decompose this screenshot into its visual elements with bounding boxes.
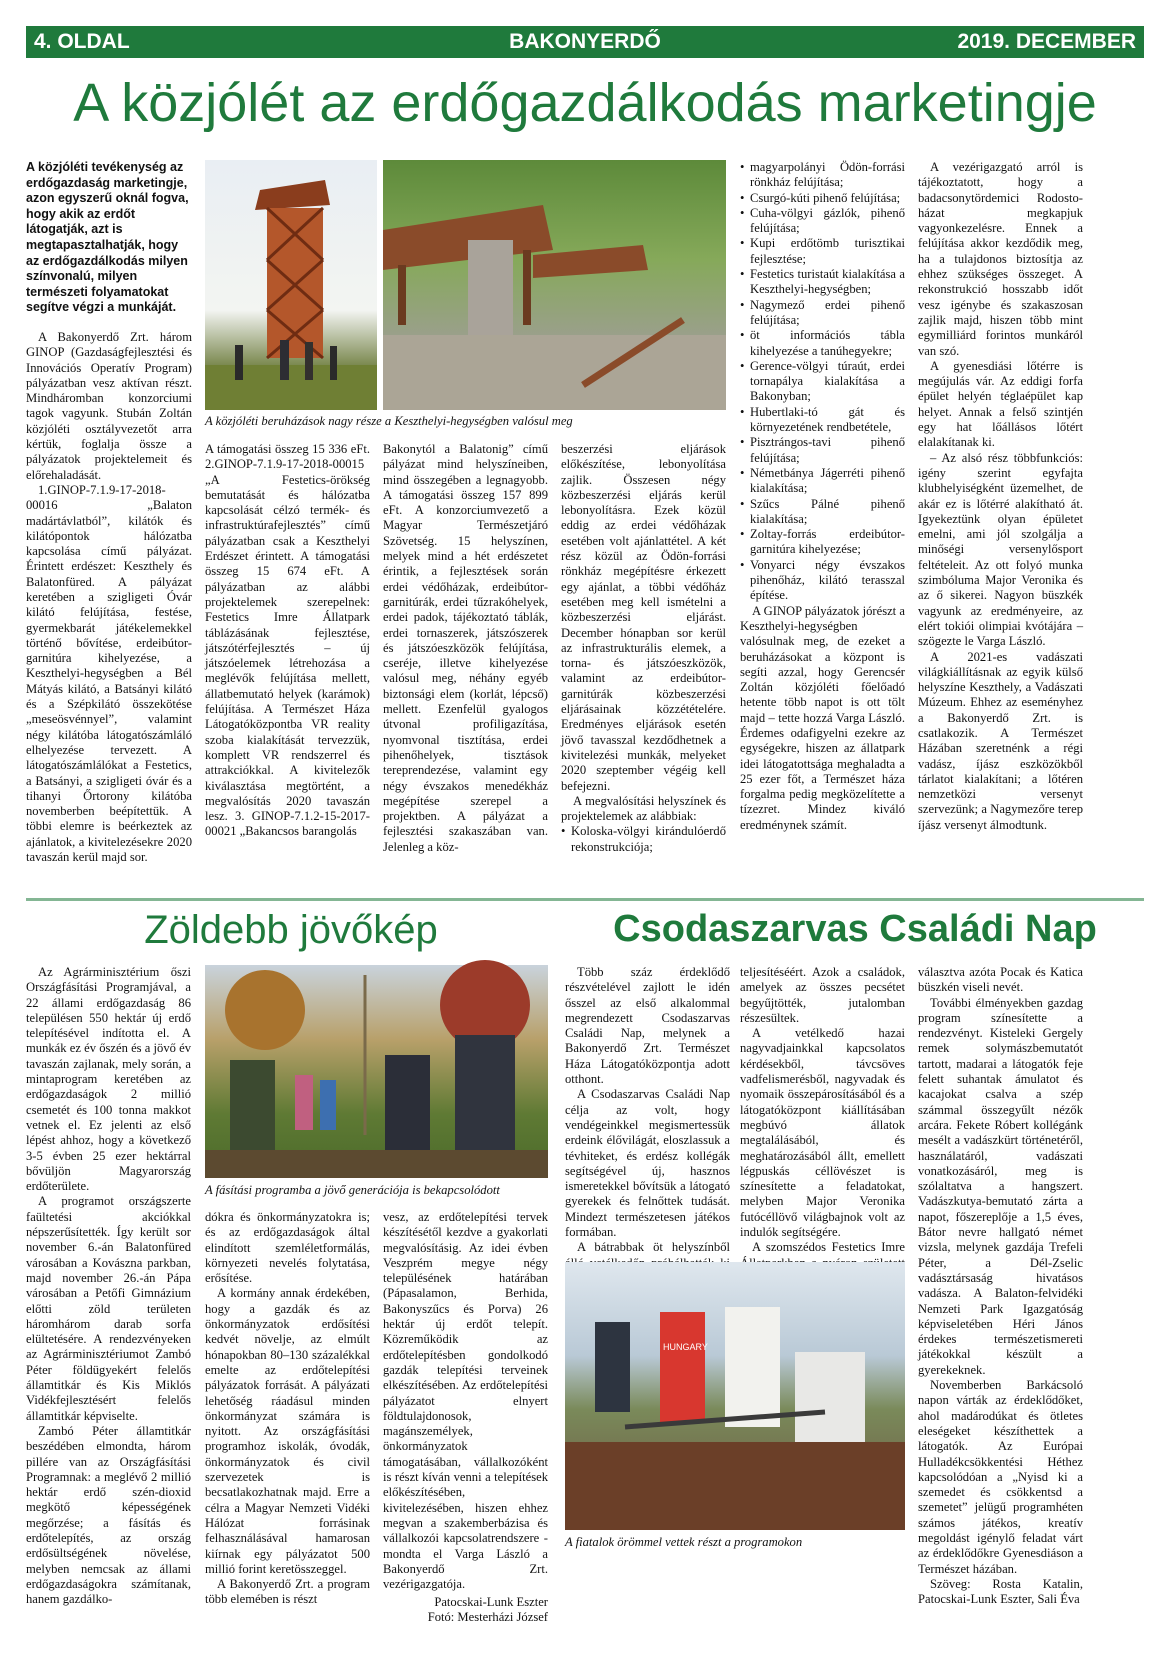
article2-column-3	[383, 1210, 548, 1592]
article1-paragraph: A 2021-es vadászati világkiállításnak az egyik külső helyszíne Keszthely, a Vadászati Múzeum. Ehhez az eseményhez a Bakonyerdő Zrt. is csatlakozik. A Természet Házában szeretnénk a régi vadász, íjász eszközökből tárlatot kialakítani; a lőtéren nemzetközi versenyt szervezünk; a Nagymezőre terep íjász versenyt álmodtunk.	[918, 649, 1083, 832]
project-list-part-2	[740, 160, 905, 604]
list-item: • magyarpolányi Ödön-forrási rönkház felújítása;	[750, 160, 905, 191]
tree-planting-illustration	[205, 965, 548, 1178]
list-item: • Hubertlaki-tó gát és környezetének rendbetétele,	[750, 405, 905, 436]
paper-name: BAKONYERDŐ	[509, 30, 661, 53]
article2-column-1	[26, 965, 191, 1645]
list-item: • Vonyarci négy évszakos pihenőház, kilátó terasszal építése.	[750, 558, 905, 604]
article3-paragraph: választva azóta Pocak és Katica büszkén viseli nevét.	[918, 965, 1083, 995]
list-item: • Festetics turistaút kialakítása a Keszthelyi-hegységben;	[750, 267, 905, 298]
list-item: • Nagymező erdei pihenő felújítása;	[750, 298, 905, 329]
article1-paragraph: A GINOP pályázatok jórészt a Keszthelyi-hegységben valósulnak meg, de ezeket a beruházásokat a központ is segíti azzal, hogy Gerencsér Zoltán közjóléti főelőadó hetente több napot is ott tölt majd – tette hozzá Varga László. Érdemes odafigyelni ezekre az egységekre, hiszen az állatpark idei látogatottsága meghaladta a 25 ezer főt, a Természet háza forgalma pedig megközelítette a tízezret. Mindez kiváló eredménynek számít.	[740, 603, 905, 832]
family-day-photo	[565, 1262, 905, 1530]
project-list-part-1	[561, 824, 726, 855]
article2-paragraph: A kormány annak érdekében, hogy a gazdák és az önkormányzatok erdősítési kedvét növelje, az elmúlt hónapokban 80–130 százalékkal emelte az erdőtelepítési pályázatok forrását. A pályázati lehetőség ráadásul minden önkormányzat számára is nyitott. Az országfásítási programhoz iskolák, óvodák, önkormányzatok és civil szervezetek is becsatlakozhatnak majd. Erre a célra a Magyar Nemzeti Vidéki Hálózat forrásinak felhasználásával hamarosan kiírnak egy pályázatot 500 millió forint keretösszeggel.	[205, 1286, 370, 1576]
article3-column-1	[565, 965, 730, 1255]
article1-column-6	[918, 160, 1083, 840]
article2-column-2	[205, 1210, 370, 1645]
article2-paragraph: Zambó Péter államtitkár beszédében elmondta, három pillére van az Országfásítási Programnak: a meglévő 2 millió hektár erdő szén-dioxid megkötő képességének megőrzése; a fásítás és erdőtelepítés, az ország erdősültségének növelése, melyben nemcsak az állami erdőgazdaságokra számítanak, hanem gazdálko-	[26, 1423, 191, 1607]
article1-column-3	[383, 442, 548, 854]
article3-paragraph: teljesítéséért. Azok a családok, amelyek az összes pecsétet begyűjtötték, jutalomban részesültek.	[740, 965, 905, 1025]
lookout-tower-illustration	[205, 160, 377, 410]
article1-paragraph: A megvalósítási helyszínek és projektelemek az alábbiak:	[561, 793, 726, 824]
article3-photo-caption: A fiatalok örömmel vettek részt a programokon	[565, 1535, 803, 1549]
list-item: • Gerence-völgyi túraút, erdei tornapálya kialakítása a Bakonyban;	[750, 359, 905, 405]
article1-column-1	[26, 160, 192, 865]
article3-column-3	[918, 965, 1083, 1645]
article2-paragraph: dókra és önkormányzatokra is; és az erdőgazdaságok által elindított szemléletformálás, környezeti nevelés folytatása, erősítése.	[205, 1210, 370, 1286]
article1-paragraph: A Bakonyerdő Zrt. három GINOP (Gazdaságfejlesztési és Innovációs Operatív Program) pályázatban vesz aktívan részt. Mindháromban konzorciumi tagok vagyunk. Stubán Zoltán közjóléti osztályvezetőt arra kértük, foglalja össze a pályázatok projektelemeit és előrehaladását.	[26, 329, 192, 482]
article1-paragraph: A vezérigazgató arról is tájékoztatott, hogy a badacsonytördemici Rodosto-házat megkapjuk vagyonkezelésre. Ennek a felújítása akkor kezdődik meg, ha a tulajdonos biztosítja az ehhez szükséges összeget. A rekonstrukció hosszabb időt vesz igénybe és szakaszosan zajlik majd, hiszen több mint egymilliárd forintos munkáról van szó.	[918, 160, 1083, 358]
article1-paragraph: beszerzési eljárások előkészítése, lebonyolítása zajlik. Összesen négy közbeszerzési eljárás kerül lebonyolításra. Ezek közül eddig az erdei védőházak esetében volt ajánlattétel. A két rész közül az Ödön-forrási rönkház megépítésre érkezett egy ajánlat, a többi védőház esetében meg kell ismételni a közbeszerzési eljárást. December hónapban sor kerül az infrastrukturális elemek, a torna- és játszóeszközök, valamint az erdeibútor-garnitúrák közbeszerzési eljárásainak közzétételére. Eredményes eljárások esetén jövő tavasszal kezdődhetnek a kivitelezési munkák, melyeket 2020 szeptember végéig kell befejezni.	[561, 442, 726, 793]
article3-paragraph: Novemberben Barkácsoló napon várták az érdeklődőket, ahol madárodúkat és ötletes eleségeket készíthettek a látogatók. Az Európai Hulladékcsökkentési Héthez kapcsolódóan a „Nyisd ki a szemedet és csökkentsd a szemetet” jelügű programhéten számos játékos, kreatív megoldást igénylő feladat várt az érdeklődőkre Gyenesdiáson a Természet házában.	[918, 1378, 1083, 1576]
article3-paragraph: A Csodaszarvas Családi Nap célja az volt, hogy vendégeinkkel megismertessük erdeink élővilágát, eloszlassuk a tévhiteket, és erdész kollégák segítségével új, hasznos ismeretekkel bővítsük a látogató gyerekek és felnőttek tudását. Mindezt természetesen játékos formában.	[565, 1087, 730, 1240]
article2-author: Patocskai-Lunk Eszter	[434, 1595, 548, 1609]
list-item: • Csurgó-kúti pihenő felújítása;	[750, 191, 905, 206]
article1-column-2	[205, 442, 370, 840]
lookout-tower-photo	[205, 160, 377, 410]
article3-author: Szöveg: Rosta Katalin, Patocskai-Lunk Eszter, Sali Éva	[918, 1576, 1083, 1607]
family-day-illustration	[565, 1262, 905, 1530]
article2-photo-credit: Fotó: Mesterházi József	[427, 1610, 548, 1625]
shelter-illustration	[383, 160, 726, 410]
list-item: • Koloska-völgyi kirándulóerdő rekonstrukciója;	[571, 824, 726, 855]
list-item: • Kupi erdőtömb turisztikai fejlesztése;	[750, 236, 905, 267]
section-divider	[26, 898, 1144, 901]
tree-planting-photo	[205, 965, 548, 1178]
article3-paragraph: Több száz érdeklődő részvételével zajlott le idén ősszel az első alkalommal megrendezett Csodaszarvas Családi Nap, melynek a Bakonyerdő Zrt. Természet Háza Látogatóközpontja adott otthont.	[565, 965, 730, 1087]
article2-photo-caption: A fásítási programba a jövő generációja is bekapcsolódott	[205, 1183, 500, 1197]
article3-paragraph: A vetélkedő hazai nagyvadjainkkal kapcsolatos kérdésekből, távcsöves vadfelismerésből, nagyvadak és nyomaik összepárosításából és a látogatóközpont kiállításában megbúvó állatok megtalálásából, és meghatározásából állt, emellett légpuskás céllövészet is színesítette a feladatokat, melyben Major Veronika futócéllövő világbajnok volt az indulók segítségére.	[740, 1026, 905, 1240]
article3-title: Csodaszarvas Családi Nap	[613, 908, 1097, 950]
list-item: • Szűcs Pálné pihenő kialakítása;	[750, 497, 905, 528]
article2-paragraph: Az Agrárminisztérium őszi Országfásítási Programjával, a 22 állami erdőgazdaság 86 településen 550 hektár új erdő telepítésével indította el. A munkák ez év őszén és a jövő év tavaszán zajlanak, mely során, a mintaprogram keretében az erdőgazdaságok 2 millió csemetét és 100 tonna makkot vetnek el. Ez jelenti az első lépést ahhoz, hogy a következő 3-5 évben 25 ezer hektárral bővüljön Magyarország erdőterülete.	[26, 965, 191, 1194]
article1-paragraph: – Az alsó rész többfunkciós: igény szerint egyfajta klubhelyiségként üzemelhet, de akár ez is lőtérré alakítható át. Igyekeztünk olyan épületet emelni, ami jól szolgálja a minőségi versenylősport feltételeit. Az ott folyó munka szimbóluma Major Veronika és az ő sikerei. Nagyon büszkék vagyunk az eredményeire, az elért tokiói olimpiai kvótájára – szögezte le Varga László.	[918, 450, 1083, 649]
article1-column-4	[561, 442, 726, 854]
list-item: • öt információs tábla kihelyezése a tanúhegyekre;	[750, 328, 905, 359]
article2-paragraph: A Bakonyerdő Zrt. a program több elemében is részt	[205, 1577, 370, 1607]
list-item: • Pisztrángos-tavi pihenő felújítása;	[750, 435, 905, 466]
list-item: • Cuha-völgyi gázlók, pihenő felújítása;	[750, 206, 905, 237]
page-number: 4. OLDAL	[34, 30, 130, 53]
article1-title: A közjólét az erdőgazdálkodás marketingje	[73, 73, 1097, 133]
article1-photo-caption: A közjóléti beruházások nagy része a Keszthelyi-hegységben valósul meg	[205, 414, 573, 428]
article2-paragraph: vesz, az erdőtelepítési tervek készítésétől kezdve a gyakorlati megvalósításig. Az idei évben Veszprém megye négy településének határában (Pápasalamon, Berhida, Bakonyszűcs és Porva) 26 hektár új erdőt telepít. Közreműködik az erdőtelepítésben gondolkodó gazdák telepítési terveinek elkészítésében. Az erdőtelepítési pályázatot elnyert földtulajdonosok, magánszemélyek, önkormányzatok támogatásában, vállalkozóként is részt kíván venni a telepítések előkészítésében, kivitelezésében, hiszen ehhez megvan a szakemberbázisa és vállalkozói kapcsolatrendszere - mondta el Varga László a Bakonyerdő Zrt. vezérigazgatója.	[383, 1210, 548, 1592]
article1-column-5	[740, 160, 905, 840]
article1-lead: A közjóléti tevékenység az erdőgazdaság marketingje, azon egyszerű oknál fogva, hogy akik az erdőt látogatják, azt is megtapasztalhatják, hogy az erdőgazdálkodás milyen színvonalú, milyen természeti folyamatokat segítve végzi a munkáját.	[26, 160, 189, 315]
list-item: • Németbánya Jágerréti pihenő kialakítása;	[750, 466, 905, 497]
article1-paragraph: 1.GINOP-7.1.9-17-2018-00016 „Balaton madártávlatból”, kilátók és kilátópontok hálózatba kapcsolása című pályázat. Érintett erdészet: Keszthely és Balatonfüred. A pályázat keretében a szigligeti Óvár kilátó felújítása, festése, gyermekbarát játékelemekkel történő bővítése, erdeibútor-garnitúra kihelyezése, a Keszthelyi-hegységben a Bél Mátyás kilátó, a Batsányi kilátó és a Szépkilátó összekötése „meseösvénnyel”, valamint négy kilátóba látogatószámláló elhelyezése tervezett. A látogatószámlálókat a Festetics, a Batsányi, a szigligeti óvár és a tihanyi Őrtorony kilátóba novemberben beépítettük. A többi elemre is beérkeztek az ajánlatok, a kivitelezésekre 2020 tavaszán kerül majd sor.	[26, 482, 192, 865]
article1-paragraph: Bakonytól a Balatonig” című pályázat mind helyszíneiben, mind összegében a legnagyobb. A támogatási összeg 157 899 eFt. A konzorciumvezető a Magyar Természetjáró Szövetség. 15 helyszínen, melyek mind a hét erdészetet érintik, a fejlesztések során erdei védőházak, erdeibútor-garnitúrák, erdei tűzrakóhelyek, erdei padok, tájékoztató táblák, erdei tornaszerek, játszószerek és játszóeszközök felújítása, cseréje, illetve kihelyezése valósul meg, néhány egyéb biztonsági elem (korlát, lépcső) mellett. Ezenfelül gyalogos útvonal profiligazítása, nyomvonal tisztítása, erdei pihenőhelyek, tisztások tereprendezése, valamint egy négy évszakos menedékház megépítése szerepel a projektben. A pályázat a fejlesztési szakaszában van. Jelenleg a köz-	[383, 442, 548, 854]
shelter-photo	[383, 160, 726, 410]
article1-paragraph: A támogatási összeg 15 336 eFt. 2.GINOP-7.1.9-17-2018-00015 „A Festetics-örökség bemutatását és hálózatba kapcsolását célzó termék- és infrastruktúrafejlesztés” című pályázatban csak a Keszthelyi Erdészet érintett. A támogatási összeg 15 674 eFt. A pályázatban az alábbi projektelemek szerepelnek: Festetics Imre Állatpark táblázásának fejlesztése, játszótérfejlesztés – új játszóelemek létrehozása a meglévők felújítása mellett, állatbemutató helyek (karámok) felújítása. A Természet Háza Látogatóközpontba VR reality szoba kialakítását tervezzük, komplett VR rendszerrel és attrakciókkal. A kivitelezők kiválasztása megtörtént, a megvalósítás 2020 tavaszán lesz. 3. GINOP-7.1.2-15-2017-00021 „Bakancsos barangolás	[205, 442, 370, 839]
article3-paragraph: A bátrabbak öt helyszínből	[577, 1240, 730, 1255]
article3-paragraph: További élményekben gazdag program színesítette a rendezvényt. Kisteleki Gergely remek solymászbemutatót tartott, madarai a látogatók feje felett suhantak ámulatot és kacajokat csalva a szép számmal összegyűlt nézők arcára. Fekete Róbert kollégánk mesélt a vadászkürt történetéről, használatáról, vadászati vonatkozásáról, meg is szólaltatva a hangszert. Vadászkutya-bemutató zárta a napot, főszereplője a 1,5 éves, Bátor nevre hallgató német vizsla, melynek gazdája Trefeli Péter, a Dél-Zselic vadásztársaság hivatásos vadásza. A Balaton-felvidéki Nemzeti Park Igazgatóság képviseletében Héri János érdekes természetismereti játékokkal készült a gyerekeknek.	[918, 995, 1083, 1377]
article3-column-2	[740, 965, 905, 1255]
article3-paragraph: A szomszédos Festetics Imre	[752, 1240, 905, 1255]
article2-paragraph: A programot országszerte faültetési akciókkal népszerűsítették. Így került sor november 6.-án Balatonfüred városában a Kovászna parkban, majd november 26.-án Pápa városában a Petőfi Gimnázium előtti zöld területen háromhárom darab sorfa elültetésére. A rendezvényeken az Agrárminisztériumot Zambó Péter földügyekért felelős államtitkár és Kis Miklós Vidékfejlesztésért felelős államtitkár képviselte.	[26, 1194, 191, 1423]
article1-paragraph: A gyenesdiási lőtérre is megújulás vár. Az eddigi forfa épület helyén téglaépület kap helyet. Annak a felső szintjén egy hat lőállásos lőtért elalakítanak ki.	[918, 358, 1083, 450]
hungary-shirt-print: HUNGARY	[663, 1342, 708, 1352]
page-header-bar	[26, 26, 1144, 58]
article2-title: Zöldebb jövőkép	[144, 908, 438, 952]
issue-date: 2019. DECEMBER	[957, 30, 1136, 53]
list-item: • Zoltay-forrás erdeibútor-garnitúra kihelyezése;	[750, 527, 905, 558]
article2-byline	[383, 1595, 548, 1626]
